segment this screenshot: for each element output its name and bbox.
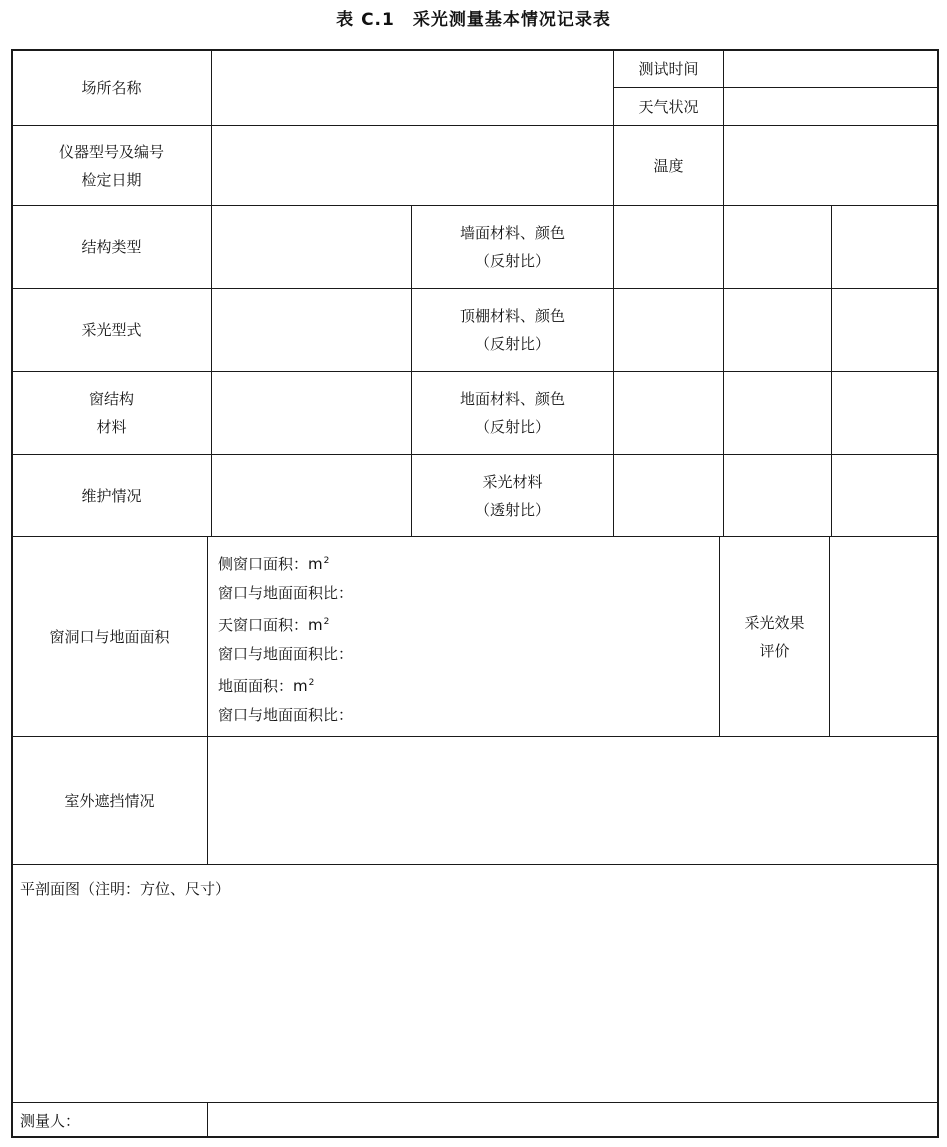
section-drawing-area[interactable] — [11, 864, 939, 1102]
measurer-field[interactable] — [207, 1102, 939, 1138]
instrument-model-label-line2: 检定日期 — [81, 170, 142, 189]
window-structure-label-line1: 窗结构 — [88, 390, 134, 408]
venue-name-label: 场所名称 — [11, 49, 211, 125]
lighting-material-label-line1: 采光材料 — [482, 472, 543, 491]
window-structure-label — [11, 371, 211, 454]
lighting-material-label — [411, 454, 613, 536]
instrument-model-field[interactable] — [211, 125, 613, 205]
temperature-label: 温度 — [613, 125, 723, 205]
floor-material-label-line1: 地面材料、颜色 — [459, 390, 565, 408]
window-floor-area-label: 窗洞口与地面面积 — [11, 536, 207, 736]
side-window-area-line[interactable]: 侧窗口面积：$m^2$ — [218, 555, 330, 573]
wall-material-value-3[interactable] — [831, 205, 939, 288]
lighting-effect-field[interactable] — [829, 536, 939, 736]
measurer-label: 测量人： — [11, 1102, 207, 1138]
ceiling-material-label-line2: （反射比） — [474, 335, 550, 353]
window-floor-area-details — [207, 536, 719, 736]
maintenance-field[interactable] — [211, 454, 411, 536]
lighting-type-field[interactable] — [211, 288, 411, 371]
wall-material-label — [411, 205, 613, 288]
outdoor-obstruction-field[interactable] — [207, 736, 939, 864]
floor-material-value-1[interactable] — [613, 371, 723, 454]
section-drawing-label: 平剖面图（注明：方位、尺寸） — [20, 880, 231, 898]
lighting-material-value-1[interactable] — [613, 454, 723, 536]
lighting-material-label-line2: （透射比） — [474, 500, 550, 519]
maintenance-label: 维护情况 — [11, 454, 211, 536]
weather-label: 天气状况 — [613, 87, 723, 125]
window-structure-field[interactable] — [211, 371, 411, 454]
floor-material-value-2[interactable] — [723, 371, 831, 454]
weather-field[interactable] — [723, 87, 939, 125]
window-structure-label-line2: 材料 — [96, 418, 127, 436]
wall-material-label-line2: （反射比） — [474, 252, 550, 270]
wall-material-value-1[interactable] — [613, 205, 723, 288]
temperature-field[interactable] — [723, 125, 939, 205]
ratio-line-1[interactable]: 窗口与地面面积比： — [218, 584, 354, 602]
wall-material-value-2[interactable] — [723, 205, 831, 288]
ceiling-material-value-3[interactable] — [831, 288, 939, 371]
floor-material-label-line2: （反射比） — [474, 418, 550, 436]
lighting-material-value-2[interactable] — [723, 454, 831, 536]
wall-material-label-line1: 墙面材料、颜色 — [459, 224, 565, 242]
lighting-material-value-3[interactable] — [831, 454, 939, 536]
floor-area-line[interactable]: 地面面积：$m^2$ — [218, 677, 315, 695]
ceiling-material-label-line1: 顶棚材料、颜色 — [459, 307, 565, 325]
ceiling-material-label — [411, 288, 613, 371]
form-title: 表 C.1 采光测量基本情况记录表 — [336, 10, 611, 30]
ceiling-material-value-1[interactable] — [613, 288, 723, 371]
instrument-model-label-line1: 仪器型号及编号 — [58, 142, 164, 161]
ceiling-material-value-2[interactable] — [723, 288, 831, 371]
outdoor-obstruction-label: 室外遮挡情况 — [11, 736, 207, 864]
lighting-survey-form — [11, 49, 939, 1138]
lighting-effect-label-line1: 采光效果 — [744, 613, 805, 632]
lighting-effect-label-line2: 评价 — [759, 641, 790, 660]
lighting-effect-label — [719, 536, 829, 736]
ratio-line-2[interactable]: 窗口与地面面积比： — [218, 645, 354, 663]
lighting-type-label: 采光型式 — [11, 288, 211, 371]
floor-material-label — [411, 371, 613, 454]
floor-material-value-3[interactable] — [831, 371, 939, 454]
structure-type-label: 结构类型 — [11, 205, 211, 288]
venue-name-field[interactable] — [211, 49, 613, 125]
test-time-label: 测试时间 — [613, 49, 723, 87]
skylight-area-line[interactable]: 天窗口面积：$m^2$ — [218, 616, 330, 634]
instrument-model-label — [11, 125, 211, 205]
ratio-line-3[interactable]: 窗口与地面面积比： — [218, 706, 354, 724]
structure-type-field[interactable] — [211, 205, 411, 288]
test-time-field[interactable] — [723, 49, 939, 87]
